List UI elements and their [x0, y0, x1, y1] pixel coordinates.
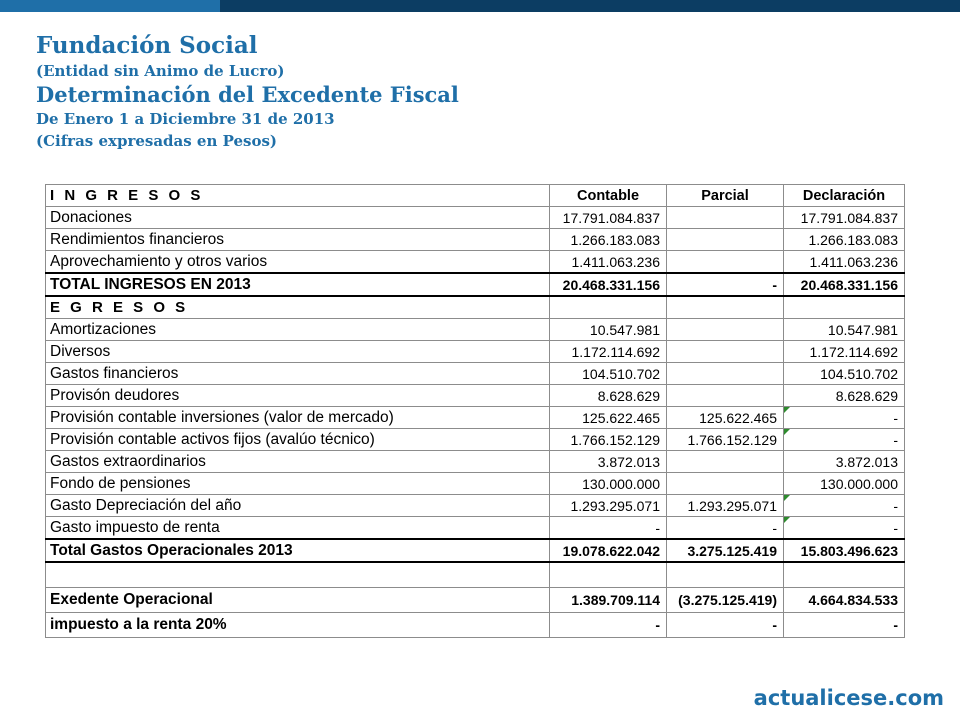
- table-row: [46, 473, 905, 495]
- report-header: [36, 32, 459, 152]
- excedente-row: [46, 588, 905, 613]
- table-row: [46, 363, 905, 385]
- parcial-value: [667, 207, 784, 229]
- row-label: Aprovechamiento y otros varios: [46, 251, 550, 274]
- contable-value: 125.622.465: [550, 407, 667, 429]
- top-accent-bar: [0, 0, 960, 12]
- declaracion-cell: [784, 429, 905, 451]
- contable-value: 19.078.622.042: [550, 539, 667, 562]
- parcial-value: [667, 251, 784, 274]
- table-row: [46, 407, 905, 429]
- empty-cell: [46, 562, 550, 588]
- table-row: [46, 495, 905, 517]
- row-label: Fondo de pensiones: [46, 473, 550, 495]
- impuesto-row: [46, 613, 905, 638]
- cell-comment-marker: [784, 495, 790, 501]
- empty-cell: [784, 562, 905, 588]
- parcial-value: -: [667, 273, 784, 296]
- declaracion-value: 15.803.496.623: [784, 539, 905, 562]
- table-row: [46, 451, 905, 473]
- column-header-declaracion: Declaración: [784, 185, 905, 207]
- parcial-value: -: [667, 517, 784, 540]
- parcial-value: [667, 229, 784, 251]
- declaracion-value: -: [893, 519, 898, 536]
- contable-value: 1.389.709.114: [550, 588, 667, 613]
- parcial-value: [667, 319, 784, 341]
- top-bar-dark-segment: [220, 0, 960, 12]
- empty-cell: [667, 562, 784, 588]
- row-label: impuesto a la renta 20%: [46, 613, 550, 638]
- contable-value: 10.547.981: [550, 319, 667, 341]
- declaracion-value: 104.510.702: [784, 363, 905, 385]
- contable-value: 8.628.629: [550, 385, 667, 407]
- parcial-value: -: [667, 613, 784, 638]
- row-label: TOTAL INGRESOS EN 2013: [46, 273, 550, 296]
- column-header-contable: Contable: [550, 185, 667, 207]
- declaracion-value: 3.872.013: [784, 451, 905, 473]
- declaracion-value: 1.411.063.236: [784, 251, 905, 274]
- table-header-row: [46, 185, 905, 207]
- declaracion-cell: [784, 407, 905, 429]
- contable-value: 1.266.183.083: [550, 229, 667, 251]
- parcial-value: 125.622.465: [667, 407, 784, 429]
- egresos-section-row: [46, 296, 905, 319]
- declaracion-value: 20.468.331.156: [784, 273, 905, 296]
- row-label: Gastos extraordinarios: [46, 451, 550, 473]
- contable-value: 17.791.084.837: [550, 207, 667, 229]
- spacer-row: [46, 562, 905, 588]
- brand-watermark: actualicese.com: [753, 686, 944, 710]
- contable-value: 3.872.013: [550, 451, 667, 473]
- declaracion-value: 1.266.183.083: [784, 229, 905, 251]
- report-title: Determinación del Excedente Fiscal: [36, 82, 459, 107]
- table-row: [46, 207, 905, 229]
- empty-cell: [550, 562, 667, 588]
- cell-comment-marker: [784, 407, 790, 413]
- row-label: Rendimientos financieros: [46, 229, 550, 251]
- row-label: Provisión contable inversiones (valor de mercado): [46, 407, 550, 429]
- parcial-value: [667, 473, 784, 495]
- contable-value: 20.468.331.156: [550, 273, 667, 296]
- contable-value: 1.766.152.129: [550, 429, 667, 451]
- table-row: [46, 341, 905, 363]
- column-header-parcial: Parcial: [667, 185, 784, 207]
- fiscal-surplus-table: [45, 184, 905, 638]
- declaracion-value: -: [893, 431, 898, 448]
- report-units: (Cifras expresadas en Pesos): [36, 132, 278, 150]
- parcial-value: [667, 385, 784, 407]
- contable-value: 1.172.114.692: [550, 341, 667, 363]
- table-row: [46, 517, 905, 540]
- contable-value: -: [550, 613, 667, 638]
- total-ingresos-row: [46, 273, 905, 296]
- table-row: [46, 319, 905, 341]
- row-label: Provisón deudores: [46, 385, 550, 407]
- parcial-value: 1.766.152.129: [667, 429, 784, 451]
- declaracion-cell: [784, 495, 905, 517]
- empty-cell: [667, 296, 784, 319]
- contable-value: 1.411.063.236: [550, 251, 667, 274]
- total-gastos-row: [46, 539, 905, 562]
- declaracion-value: -: [893, 497, 898, 514]
- declaracion-cell: [784, 517, 905, 540]
- row-label: Donaciones: [46, 207, 550, 229]
- parcial-value: 1.293.295.071: [667, 495, 784, 517]
- cell-comment-marker: [784, 517, 790, 523]
- table-row: [46, 385, 905, 407]
- report-period: De Enero 1 a Diciembre 31 de 2013: [36, 110, 335, 128]
- table-row: [46, 251, 905, 274]
- organization-subtitle: (Entidad sin Animo de Lucro): [36, 62, 285, 80]
- declaracion-value: 1.172.114.692: [784, 341, 905, 363]
- declaracion-value: 10.547.981: [784, 319, 905, 341]
- parcial-value: 3.275.125.419: [667, 539, 784, 562]
- table-row: [46, 429, 905, 451]
- row-label: Provisión contable activos fijos (avalúo técnico): [46, 429, 550, 451]
- contable-value: 130.000.000: [550, 473, 667, 495]
- contable-value: -: [550, 517, 667, 540]
- empty-cell: [550, 296, 667, 319]
- contable-value: 104.510.702: [550, 363, 667, 385]
- row-label: Total Gastos Operacionales 2013: [46, 539, 550, 562]
- parcial-value: [667, 451, 784, 473]
- contable-value: 1.293.295.071: [550, 495, 667, 517]
- parcial-value: (3.275.125.419): [667, 588, 784, 613]
- organization-title: Fundación Social: [36, 32, 258, 59]
- empty-cell: [784, 296, 905, 319]
- declaracion-value: 4.664.834.533: [784, 588, 905, 613]
- cell-comment-marker: [784, 429, 790, 435]
- declaracion-value: 17.791.084.837: [784, 207, 905, 229]
- declaracion-value: 130.000.000: [784, 473, 905, 495]
- table-row: [46, 229, 905, 251]
- parcial-value: [667, 341, 784, 363]
- row-label: Diversos: [46, 341, 550, 363]
- row-label: Gasto Depreciación del año: [46, 495, 550, 517]
- parcial-value: [667, 363, 784, 385]
- declaracion-value: 8.628.629: [784, 385, 905, 407]
- top-bar-light-segment: [0, 0, 220, 12]
- declaracion-value: -: [893, 409, 898, 426]
- declaracion-value: -: [784, 613, 905, 638]
- row-label: Exedente Operacional: [46, 588, 550, 613]
- row-label: Amortizaciones: [46, 319, 550, 341]
- row-label: Gasto impuesto de renta: [46, 517, 550, 540]
- ingresos-section-header: I N G R E S O S: [46, 185, 550, 207]
- egresos-section-header: E G R E S O S: [46, 296, 550, 319]
- row-label: Gastos financieros: [46, 363, 550, 385]
